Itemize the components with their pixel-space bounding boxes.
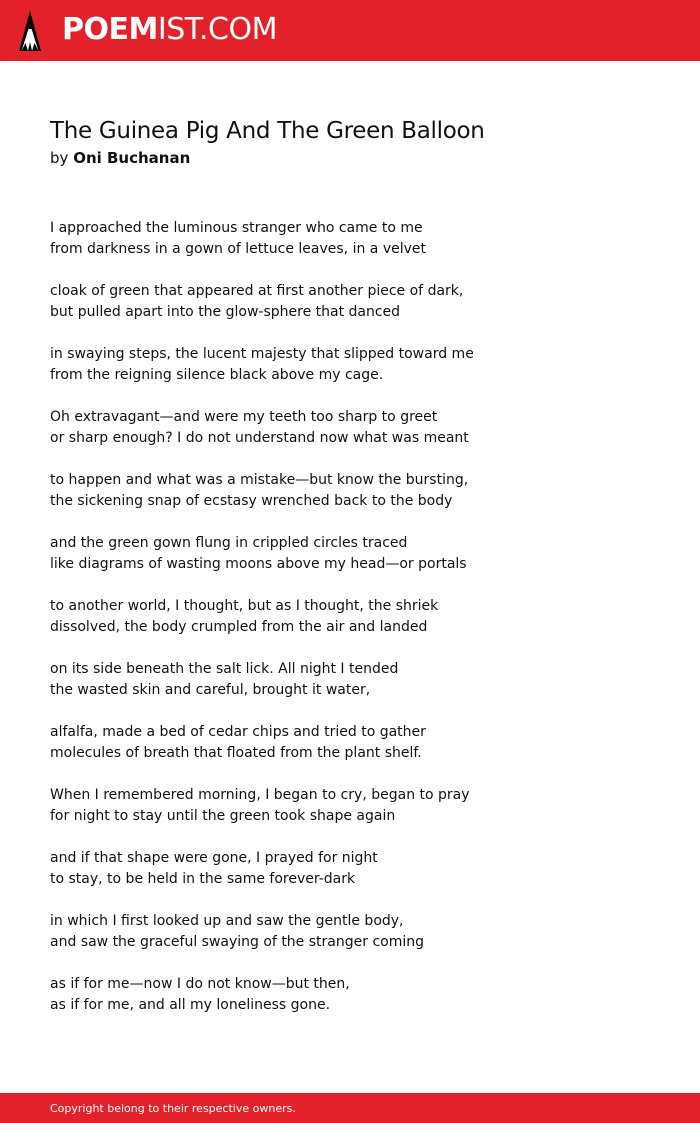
poem-line: I approached the luminous stranger who came to me — [50, 220, 423, 236]
pencil-tip-icon[interactable] — [18, 10, 42, 52]
stanza — [50, 533, 650, 575]
stanza — [50, 848, 650, 890]
poem-body — [50, 218, 650, 1037]
poem-line: and saw the graceful swaying of the stranger coming — [50, 934, 424, 950]
poem-line: from the reigning silence black above my cage. — [50, 367, 384, 383]
stanza — [50, 281, 650, 323]
site-logo[interactable] — [62, 13, 277, 47]
poem-line: or sharp enough? I do not understand now what was meant — [50, 430, 469, 446]
poem-line: in which I first looked up and saw the gentle body, — [50, 913, 404, 929]
stanza — [50, 470, 650, 512]
copyright-notice: Copyright belong to their respective owners. — [50, 1102, 296, 1115]
poem-line: the wasted skin and careful, brought it water, — [50, 682, 371, 698]
site-header — [0, 0, 700, 61]
stanza — [50, 974, 650, 1016]
poem-line: for night to stay until the green took shape again — [50, 808, 396, 824]
poem-line: to stay, to be held in the same forever-dark — [50, 871, 356, 887]
poem-line: from darkness in a gown of lettuce leaves, in a velvet — [50, 241, 427, 257]
stanza — [50, 785, 650, 827]
poem-line: molecules of breath that floated from the plant shelf. — [50, 745, 422, 761]
poem-line: cloak of green that appeared at first another piece of dark, — [50, 283, 464, 299]
poem-line: on its side beneath the salt lick. All night I tended — [50, 661, 399, 677]
poem-line: like diagrams of wasting moons above my head—or portals — [50, 556, 467, 572]
poem-line: and if that shape were gone, I prayed for night — [50, 850, 378, 866]
stanza — [50, 344, 650, 386]
by-label: by — [50, 149, 69, 167]
poem-line: to another world, I thought, but as I thought, the shriek — [50, 598, 439, 614]
stanza — [50, 407, 650, 449]
poem-line: as if for me—now I do not know—but then, — [50, 976, 350, 992]
stanza — [50, 596, 650, 638]
site-footer — [0, 1093, 700, 1123]
poem-line: but pulled apart into the glow-sphere that danced — [50, 304, 401, 320]
stanza — [50, 218, 650, 260]
brand-bold-text: POEM — [62, 12, 158, 47]
poem-line: in swaying steps, the lucent majesty that slipped toward me — [50, 346, 474, 362]
stanza — [50, 659, 650, 701]
poem-byline — [50, 148, 650, 168]
poem-line: Oh extravagant—and were my teeth too sharp to greet — [50, 409, 438, 425]
poem-line: When I remembered morning, I began to cry, began to pray — [50, 787, 470, 803]
brand-light-text: IST.COM — [157, 12, 277, 47]
poem-author: Oni Buchanan — [73, 149, 191, 167]
poem-line: the sickening snap of ecstasy wrenched back to the body — [50, 493, 453, 509]
poem-line: and the green gown flung in crippled circles traced — [50, 535, 408, 551]
poem-line: to happen and what was a mistake—but know the bursting, — [50, 472, 469, 488]
poem-title: The Guinea Pig And The Green Balloon — [50, 118, 485, 144]
stanza — [50, 911, 650, 953]
poem-heading — [50, 116, 650, 168]
poem-line: alfalfa, made a bed of cedar chips and tried to gather — [50, 724, 426, 740]
poem-line: dissolved, the body crumpled from the air and landed — [50, 619, 428, 635]
stanza — [50, 722, 650, 764]
poem-line: as if for me, and all my loneliness gone. — [50, 997, 331, 1013]
